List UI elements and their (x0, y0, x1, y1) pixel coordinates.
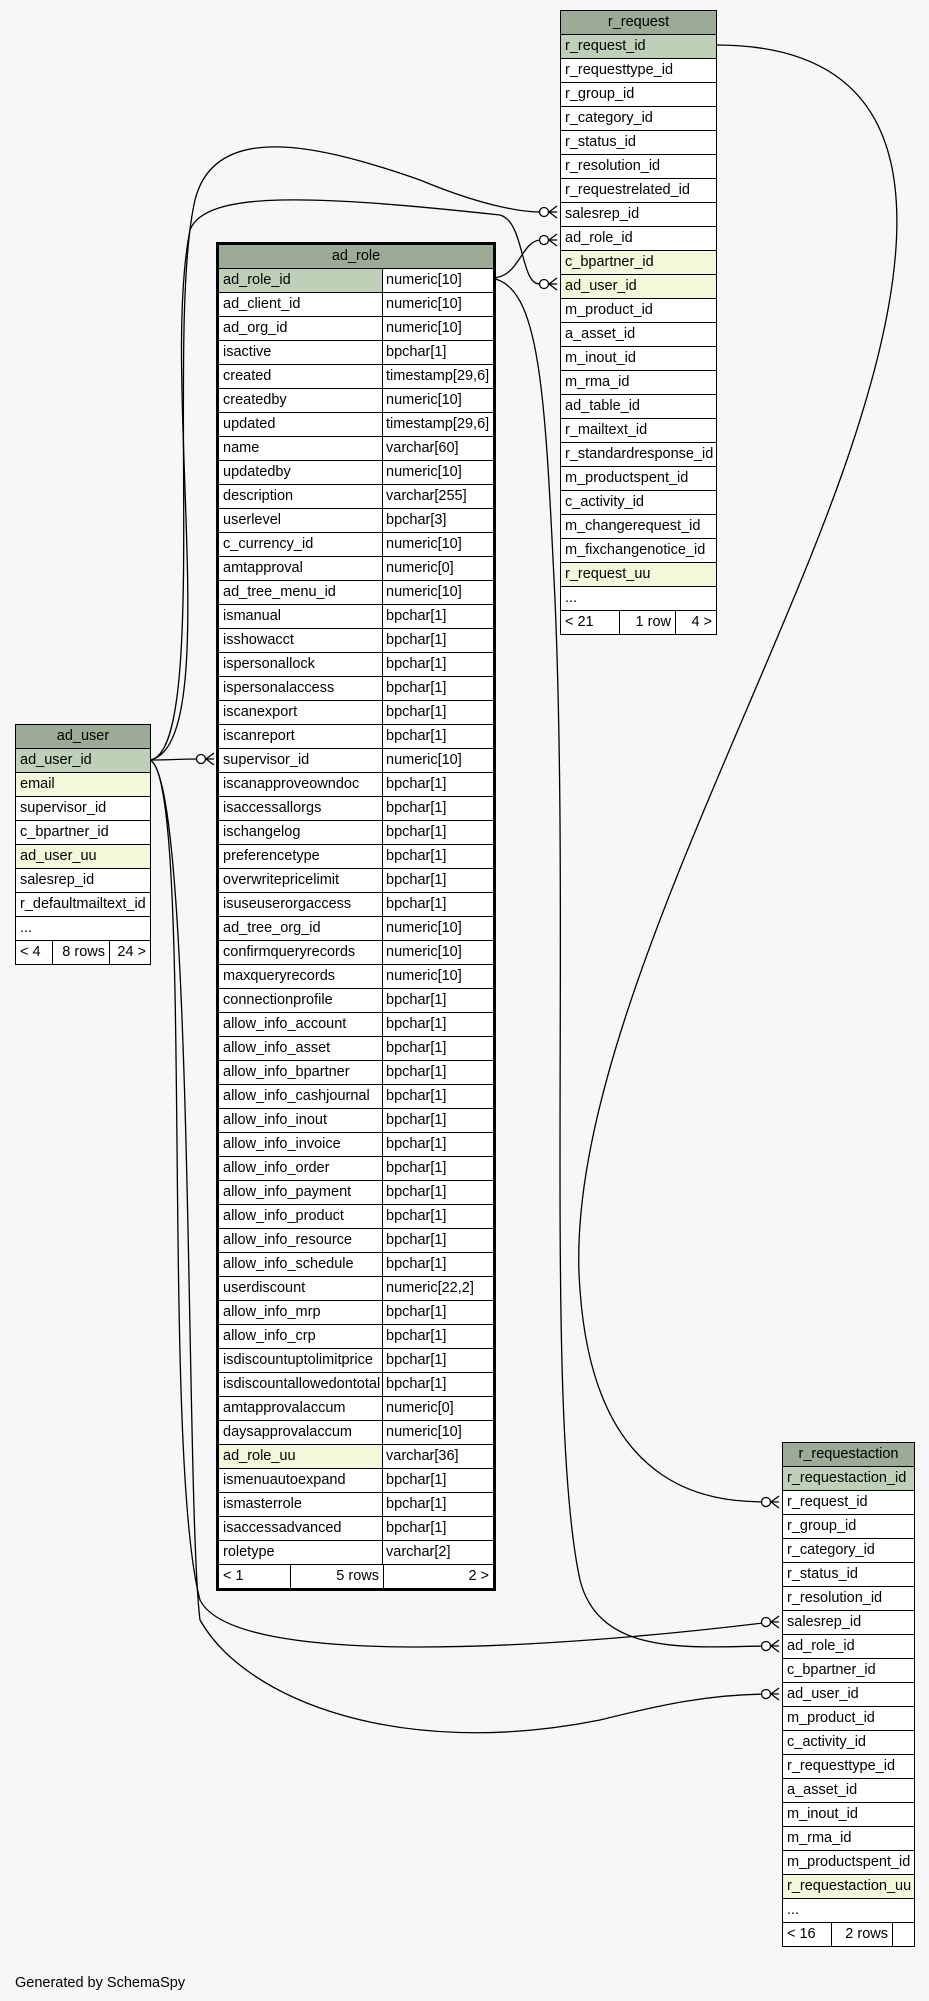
column-name: m_fixchangenotice_id (565, 542, 706, 558)
column-name: r_requesttype_id (787, 1758, 896, 1774)
column-row[interactable] (219, 821, 493, 845)
column-type: timestamp[29,6] (382, 365, 493, 388)
column-name: salesrep_id (20, 872, 95, 888)
column-row[interactable] (783, 1515, 914, 1539)
column-row[interactable] (219, 509, 493, 533)
column-row[interactable] (219, 1133, 493, 1157)
column-row[interactable] (783, 1899, 914, 1923)
column-name: r_status_id (787, 1566, 858, 1582)
column-name: ad_role_uu (219, 1445, 382, 1468)
column-type: timestamp[29,6] (382, 413, 493, 436)
column-name: amtapproval (223, 560, 303, 576)
column-type: numeric[10] (382, 317, 493, 340)
table-footer: < 21 1 row 4 > (561, 611, 716, 634)
column-name: r_defaultmailtext_id (20, 896, 146, 912)
column-name: m_productspent_id (565, 470, 689, 486)
column-row[interactable] (219, 1277, 493, 1301)
column-row[interactable] (783, 1611, 914, 1635)
column-type: numeric[10] (382, 293, 493, 316)
column-name: r_requestaction_uu (783, 1875, 914, 1898)
column-name: m_inout_id (787, 1806, 858, 1822)
column-type: numeric[0] (382, 557, 493, 580)
column-row[interactable] (219, 581, 493, 605)
column-row[interactable] (219, 893, 493, 917)
table-footer: < 1 5 rows 2 > (219, 1565, 493, 1588)
column-row[interactable] (783, 1755, 914, 1779)
column-name: ... (565, 590, 578, 606)
column-name: ... (787, 1902, 800, 1918)
column-row[interactable] (219, 749, 493, 773)
column-name: allow_info_cashjournal (223, 1088, 370, 1104)
column-type: bpchar[1] (382, 1301, 493, 1324)
column-type: bpchar[1] (382, 1013, 493, 1036)
column-row[interactable] (219, 1061, 493, 1085)
column-row[interactable] (219, 1493, 493, 1517)
column-type: bpchar[1] (382, 1517, 493, 1540)
column-name: m_changerequest_id (565, 518, 701, 534)
column-row[interactable] (219, 605, 493, 629)
column-name: r_requestrelated_id (565, 182, 690, 198)
column-name: ad_client_id (223, 296, 301, 312)
column-row[interactable] (219, 1229, 493, 1253)
column-name: ismanual (223, 608, 282, 624)
column-name: r_mailtext_id (565, 422, 648, 438)
column-row[interactable] (561, 323, 716, 347)
table-footer: < 16 2 rows (783, 1923, 914, 1946)
column-name: confirmqueryrecords (223, 944, 356, 960)
column-row[interactable] (219, 845, 493, 869)
column-row[interactable] (561, 83, 716, 107)
column-row[interactable] (219, 1469, 493, 1493)
column-row[interactable] (783, 1467, 914, 1491)
column-type: numeric[10] (382, 749, 493, 772)
column-row[interactable] (219, 797, 493, 821)
column-row[interactable] (219, 293, 493, 317)
column-name: ismasterrole (223, 1496, 302, 1512)
column-row[interactable] (219, 1037, 493, 1061)
column-type: bpchar[1] (382, 1349, 493, 1372)
column-row[interactable] (219, 437, 493, 461)
column-row[interactable] (561, 563, 716, 587)
column-row[interactable] (219, 1445, 493, 1469)
column-type: bpchar[1] (382, 1253, 493, 1276)
column-name: c_bpartner_id (787, 1662, 876, 1678)
column-row[interactable] (219, 413, 493, 437)
column-row[interactable] (561, 371, 716, 395)
column-name: isactive (223, 344, 272, 360)
column-row[interactable] (219, 1301, 493, 1325)
column-name: allow_info_mrp (223, 1304, 321, 1320)
column-name: r_request_id (787, 1494, 868, 1510)
column-name: m_inout_id (565, 350, 636, 366)
column-row[interactable] (783, 1563, 914, 1587)
column-row[interactable] (219, 629, 493, 653)
column-row[interactable] (561, 275, 716, 299)
column-row[interactable] (561, 539, 716, 563)
column-name: ... (20, 920, 33, 936)
column-row[interactable] (219, 485, 493, 509)
column-row[interactable] (561, 155, 716, 179)
column-name: ad_tree_menu_id (223, 584, 336, 600)
column-row[interactable] (783, 1635, 914, 1659)
column-name: ad_user_id (16, 749, 150, 772)
column-row[interactable] (561, 107, 716, 131)
column-row[interactable] (219, 917, 493, 941)
column-row[interactable] (16, 845, 150, 869)
column-type: numeric[10] (382, 269, 493, 292)
column-name: connectionprofile (223, 992, 333, 1008)
column-name: iscanexport (223, 704, 298, 720)
column-row[interactable] (219, 1253, 493, 1277)
column-name: allow_info_crp (223, 1328, 316, 1344)
column-name: isdiscountuptolimitprice (223, 1352, 373, 1368)
column-row[interactable] (783, 1683, 914, 1707)
column-row[interactable] (783, 1827, 914, 1851)
table-ad-role[interactable] (216, 242, 496, 1591)
column-type: bpchar[1] (382, 869, 493, 892)
column-name: updatedby (223, 464, 291, 480)
column-type: bpchar[1] (382, 1157, 493, 1180)
column-name: allow_info_payment (223, 1184, 352, 1200)
column-type: numeric[10] (382, 917, 493, 940)
column-row[interactable] (219, 1421, 493, 1445)
column-type: bpchar[1] (382, 629, 493, 652)
column-type: numeric[10] (382, 389, 493, 412)
column-row[interactable] (219, 701, 493, 725)
column-row[interactable] (219, 965, 493, 989)
edge-ad-role-supervisor (150, 759, 200, 760)
column-name: isaccessadvanced (223, 1520, 342, 1536)
column-row[interactable] (16, 821, 150, 845)
column-name: ad_role_id (565, 230, 633, 246)
column-name: a_asset_id (787, 1782, 858, 1798)
column-type: bpchar[1] (382, 845, 493, 868)
column-type: bpchar[1] (382, 989, 493, 1012)
edge-request-adrole (491, 240, 540, 278)
column-row[interactable] (783, 1803, 914, 1827)
column-type: bpchar[1] (382, 605, 493, 628)
column-name: ad_user_id (561, 275, 716, 298)
column-type: bpchar[1] (382, 1061, 493, 1084)
column-row[interactable] (219, 1085, 493, 1109)
column-name: r_status_id (565, 134, 636, 150)
column-row[interactable] (783, 1779, 914, 1803)
column-name: ad_tree_org_id (223, 920, 321, 936)
column-name: r_resolution_id (787, 1590, 883, 1606)
table-ad-user[interactable] (15, 724, 151, 965)
column-type: bpchar[1] (382, 653, 493, 676)
column-row[interactable] (561, 467, 716, 491)
column-row[interactable] (219, 1349, 493, 1373)
column-name: c_bpartner_id (20, 824, 109, 840)
column-name: allow_info_schedule (223, 1256, 354, 1272)
column-type: bpchar[1] (382, 1085, 493, 1108)
column-row[interactable] (783, 1875, 914, 1899)
column-row[interactable] (561, 443, 716, 467)
column-type: bpchar[1] (382, 893, 493, 916)
column-name: iscanapproveowndoc (223, 776, 360, 792)
column-type: numeric[10] (382, 941, 493, 964)
column-row[interactable] (219, 341, 493, 365)
column-name: m_rma_id (565, 374, 630, 390)
column-name: c_bpartner_id (561, 251, 716, 274)
column-type: bpchar[1] (382, 701, 493, 724)
column-name: createdby (223, 392, 287, 408)
column-row[interactable] (219, 1517, 493, 1541)
column-name: r_category_id (565, 110, 653, 126)
column-name: isdiscountallowedontotal (223, 1376, 381, 1392)
column-type: bpchar[1] (382, 1109, 493, 1132)
column-name: allow_info_account (223, 1016, 347, 1032)
column-row[interactable] (561, 251, 716, 275)
column-row[interactable] (219, 461, 493, 485)
table-footer: < 4 8 rows 24 > (16, 941, 150, 964)
column-name: ad_table_id (565, 398, 640, 414)
column-name: ischangelog (223, 824, 301, 840)
column-type: numeric[10] (382, 461, 493, 484)
column-type: varchar[2] (382, 1541, 493, 1564)
column-name: allow_info_order (223, 1160, 330, 1176)
column-row[interactable] (561, 395, 716, 419)
column-name: salesrep_id (565, 206, 640, 222)
column-name: m_productspent_id (787, 1854, 911, 1870)
column-name: ispersonallock (223, 656, 315, 672)
column-row[interactable] (219, 941, 493, 965)
column-row[interactable] (219, 1157, 493, 1181)
table-title: r_request (561, 11, 716, 35)
column-row[interactable] (219, 1181, 493, 1205)
column-name: m_product_id (787, 1710, 875, 1726)
column-type: numeric[0] (382, 1397, 493, 1420)
column-row[interactable] (783, 1851, 914, 1875)
column-row[interactable] (561, 587, 716, 611)
column-row[interactable] (219, 725, 493, 749)
column-type: bpchar[1] (382, 1469, 493, 1492)
column-row[interactable] (16, 917, 150, 941)
column-row[interactable] (219, 1109, 493, 1133)
column-row[interactable] (219, 389, 493, 413)
column-type: bpchar[1] (382, 1373, 493, 1396)
column-name: email (16, 773, 150, 796)
column-row[interactable] (783, 1659, 914, 1683)
column-row[interactable] (561, 35, 716, 59)
column-name: ad_role_id (787, 1638, 855, 1654)
column-row[interactable] (561, 59, 716, 83)
column-row[interactable] (783, 1491, 914, 1515)
column-name: c_activity_id (787, 1734, 866, 1750)
column-row[interactable] (219, 1541, 493, 1565)
column-name: allow_info_product (223, 1208, 344, 1224)
column-type: bpchar[1] (382, 1037, 493, 1060)
column-row[interactable] (561, 227, 716, 251)
column-name: r_standardresponse_id (565, 446, 714, 462)
column-type: bpchar[1] (382, 1133, 493, 1156)
column-name: amtapprovalaccum (223, 1400, 346, 1416)
column-type: bpchar[1] (382, 725, 493, 748)
column-name: r_category_id (787, 1542, 875, 1558)
column-row[interactable] (783, 1587, 914, 1611)
column-row[interactable] (219, 1013, 493, 1037)
column-name: name (223, 440, 260, 456)
column-type: numeric[10] (382, 533, 493, 556)
column-type: varchar[60] (382, 437, 493, 460)
column-row[interactable] (219, 557, 493, 581)
column-name: allow_info_bpartner (223, 1064, 350, 1080)
column-name: maxqueryrecords (223, 968, 336, 984)
column-name: r_resolution_id (565, 158, 661, 174)
column-row[interactable] (219, 317, 493, 341)
column-row[interactable] (16, 893, 150, 917)
column-row[interactable] (783, 1707, 914, 1731)
column-row[interactable] (219, 989, 493, 1013)
column-name: userlevel (223, 512, 282, 528)
column-row[interactable] (561, 515, 716, 539)
column-type: numeric[22,2] (382, 1277, 493, 1300)
column-name: isuseuserorgaccess (223, 896, 352, 912)
column-row[interactable] (16, 869, 150, 893)
column-name: isaccessallorgs (223, 800, 322, 816)
column-name: allow_info_invoice (223, 1136, 341, 1152)
column-row[interactable] (219, 1325, 493, 1349)
table-title: r_requestaction (783, 1443, 914, 1467)
column-name: iscanreport (223, 728, 295, 744)
column-type: bpchar[3] (382, 509, 493, 532)
column-name: r_group_id (565, 86, 635, 102)
column-name: r_request_uu (561, 563, 716, 586)
column-name: r_request_id (561, 35, 716, 58)
column-row[interactable] (561, 131, 716, 155)
column-row[interactable] (16, 773, 150, 797)
column-type: bpchar[1] (382, 1325, 493, 1348)
column-row[interactable] (219, 1397, 493, 1421)
column-row[interactable] (219, 773, 493, 797)
column-row[interactable] (561, 179, 716, 203)
column-name: allow_info_asset (223, 1040, 331, 1056)
column-type: bpchar[1] (382, 1493, 493, 1516)
column-name: salesrep_id (787, 1614, 862, 1630)
column-row[interactable] (219, 365, 493, 389)
column-row[interactable] (219, 677, 493, 701)
column-type: numeric[10] (382, 581, 493, 604)
column-name: a_asset_id (565, 326, 636, 342)
column-name: c_currency_id (223, 536, 314, 552)
column-row[interactable] (219, 1205, 493, 1229)
column-row[interactable] (561, 491, 716, 515)
column-type: numeric[10] (382, 965, 493, 988)
table-title: ad_role (219, 245, 493, 269)
column-name: roletype (223, 1544, 275, 1560)
column-name: userdiscount (223, 1280, 306, 1296)
column-name: r_requesttype_id (565, 62, 674, 78)
column-row[interactable] (561, 419, 716, 443)
column-name: ispersonalaccess (223, 680, 335, 696)
column-type: numeric[10] (382, 1421, 493, 1444)
column-name: preferencetype (223, 848, 320, 864)
table-title: ad_user (16, 725, 150, 749)
column-name: r_group_id (787, 1518, 857, 1534)
column-name: updated (223, 416, 276, 432)
column-name: daysapprovalaccum (223, 1424, 352, 1440)
column-row[interactable] (561, 203, 716, 227)
table-r-requestaction[interactable] (782, 1442, 915, 1947)
column-name: c_activity_id (565, 494, 644, 510)
column-type: varchar[36] (382, 1445, 493, 1468)
column-row[interactable] (219, 869, 493, 893)
column-type: bpchar[1] (382, 1205, 493, 1228)
table-r-request[interactable] (560, 10, 717, 635)
column-type: bpchar[1] (382, 1229, 493, 1252)
column-name: m_product_id (565, 302, 653, 318)
column-type: varchar[255] (382, 485, 493, 508)
column-name: m_rma_id (787, 1830, 852, 1846)
column-row[interactable] (561, 299, 716, 323)
column-type: bpchar[1] (382, 1181, 493, 1204)
column-row[interactable] (219, 1373, 493, 1397)
generated-by-caption: Generated by SchemaSpy (15, 1975, 186, 1991)
column-row[interactable] (561, 347, 716, 371)
column-name: ad_user_uu (16, 845, 150, 868)
column-type: bpchar[1] (382, 821, 493, 844)
column-name: ad_user_id (787, 1686, 859, 1702)
column-type: bpchar[1] (382, 677, 493, 700)
column-name: supervisor_id (223, 752, 310, 768)
column-row[interactable] (219, 533, 493, 557)
column-name: supervisor_id (20, 800, 107, 816)
column-name: overwritepricelimit (223, 872, 340, 888)
column-row[interactable] (783, 1731, 914, 1755)
column-name: allow_info_resource (223, 1232, 352, 1248)
column-type: bpchar[1] (382, 341, 493, 364)
column-row[interactable] (219, 653, 493, 677)
column-name: ad_role_id (219, 269, 382, 292)
column-name: ismenuautoexpand (223, 1472, 346, 1488)
column-name: created (223, 368, 272, 384)
column-name: r_requestaction_id (783, 1467, 914, 1490)
column-type: bpchar[1] (382, 797, 493, 820)
column-row[interactable] (16, 749, 150, 773)
column-row[interactable] (16, 797, 150, 821)
column-row[interactable] (219, 269, 493, 293)
column-name: allow_info_inout (223, 1112, 327, 1128)
column-row[interactable] (783, 1539, 914, 1563)
column-name: ad_org_id (223, 320, 288, 336)
column-name: isshowacct (223, 632, 294, 648)
column-name: description (223, 488, 294, 504)
column-type: bpchar[1] (382, 773, 493, 796)
